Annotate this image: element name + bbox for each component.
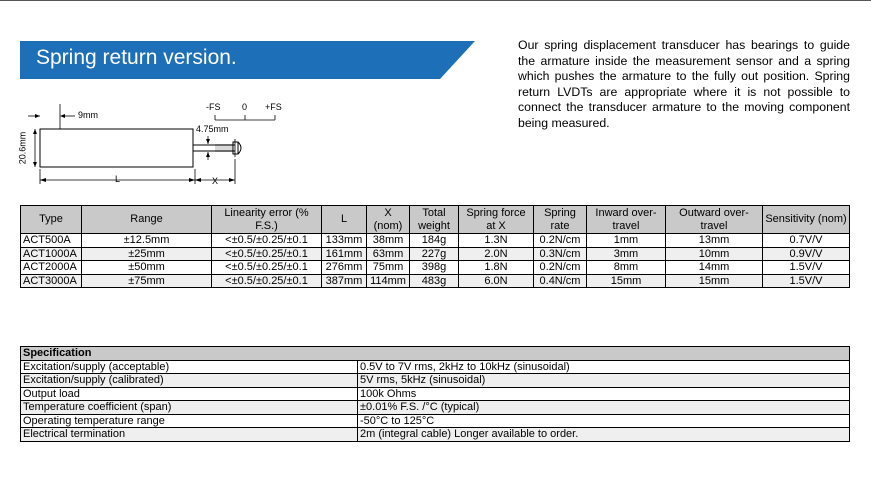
cell: ACT2000A — [21, 261, 82, 275]
height-label: 20.6mm — [17, 131, 28, 165]
cell: 0.2N/cm — [534, 261, 587, 275]
cell: 3mm — [587, 247, 666, 261]
table-row — [21, 247, 850, 261]
cell: 0.2N/cm — [534, 234, 587, 248]
cell: 6.0N — [459, 274, 534, 288]
col-outward: Outward over-travel — [666, 206, 763, 234]
X-label: X — [212, 176, 219, 186]
cell: 227g — [410, 247, 459, 261]
cell: ACT3000A — [21, 274, 82, 288]
cell: 13mm — [666, 234, 763, 248]
cell: 38mm — [367, 234, 410, 248]
spec-row — [21, 374, 850, 388]
spec-row — [21, 387, 850, 401]
cell: ACT500A — [21, 234, 82, 248]
spec-value: 5V rms, 5kHz (sinusoidal) — [358, 374, 850, 388]
cell: <±0.5/±0.25/±0.1 — [212, 274, 322, 288]
spec-label: Operating temperature range — [21, 414, 358, 428]
page-title: Spring return version. — [36, 46, 237, 69]
spec-title: Specification — [21, 347, 850, 361]
cell: <±0.5/±0.25/±0.1 — [212, 247, 322, 261]
cell: 133mm — [322, 234, 367, 248]
spec-value: 2m (integral cable) Longer available to order. — [358, 428, 850, 442]
spec-value: ±0.01% F.S. /°C (typical) — [358, 401, 850, 415]
offset-label: 9mm — [78, 110, 98, 120]
spec-label: Electrical termination — [21, 428, 358, 442]
pos-fs-label: +FS — [265, 102, 282, 112]
cell: ±75mm — [82, 274, 212, 288]
cell: 75mm — [367, 261, 410, 275]
cell: ACT1000A — [21, 247, 82, 261]
cell: <±0.5/±0.25/±0.1 — [212, 234, 322, 248]
cell: 2.0N — [459, 247, 534, 261]
col-spring-rate: Spring rate — [534, 206, 587, 234]
cell: ±50mm — [82, 261, 212, 275]
spec-header-row — [21, 347, 850, 361]
table-header-row — [21, 206, 850, 234]
col-range: Range — [82, 206, 212, 234]
cell: 14mm — [666, 261, 763, 275]
spec-row — [21, 401, 850, 415]
cell: 63mm — [367, 247, 410, 261]
cell: 1.5V/V — [763, 261, 850, 275]
cell: 114mm — [367, 274, 410, 288]
top-rule — [0, 0, 871, 1]
col-type: Type — [21, 206, 82, 234]
cell: 0.9V/V — [763, 247, 850, 261]
col-inward: Inward over-travel — [587, 206, 666, 234]
L-label: L — [115, 174, 121, 184]
spec-label: Temperature coefficient (span) — [21, 401, 358, 415]
cell: 184g — [410, 234, 459, 248]
col-sensitivity: Sensitivity (nom) — [763, 206, 850, 234]
specification-table — [20, 346, 850, 442]
col-spring-force: Spring force at X — [459, 206, 534, 234]
spec-value: 0.5V to 7V rms, 2kHz to 10kHz (sinusoidal) — [358, 360, 850, 374]
table-row — [21, 274, 850, 288]
cell: 0.4N/cm — [534, 274, 587, 288]
cell: 387mm — [322, 274, 367, 288]
cell: 10mm — [666, 247, 763, 261]
spec-label: Output load — [21, 387, 358, 401]
cell: <±0.5/±0.25/±0.1 — [212, 261, 322, 275]
col-linearity: Linearity error (% F.S.) — [212, 206, 322, 234]
col-weight: Total weight — [410, 206, 459, 234]
models-table — [20, 205, 850, 288]
cell: 483g — [410, 274, 459, 288]
table-row — [21, 234, 850, 248]
spec-row — [21, 428, 850, 442]
col-L: L — [322, 206, 367, 234]
zero-label: 0 — [242, 102, 248, 112]
cell: 0.3N/cm — [534, 247, 587, 261]
spec-label: Excitation/supply (calibrated) — [21, 374, 358, 388]
cell: 161mm — [322, 247, 367, 261]
cell: 398g — [410, 261, 459, 275]
spec-value: 100k Ohms — [358, 387, 850, 401]
spec-row — [21, 360, 850, 374]
title-banner — [20, 41, 475, 79]
cell: 276mm — [322, 261, 367, 275]
col-X: X (nom) — [367, 206, 410, 234]
description-paragraph: Our spring displacement transducer has bearings to guide the armature inside the measurement sensor and a spring which pushes the armature to the fully out position. Spring return LVDTs are appropriate where it is not possible to connect the transducer armature to the moving component being measured. — [518, 38, 850, 130]
spec-label: Excitation/supply (acceptable) — [21, 360, 358, 374]
cell: 1.8N — [459, 261, 534, 275]
cell: 1mm — [587, 234, 666, 248]
lvdt-drawing — [20, 96, 290, 196]
spec-value: -50°C to 125°C — [358, 414, 850, 428]
rod-diameter-label: 4.75mm — [196, 124, 229, 134]
cell: 15mm — [666, 274, 763, 288]
neg-fs-label: -FS — [206, 102, 221, 112]
cell: 15mm — [587, 274, 666, 288]
cell: 8mm — [587, 261, 666, 275]
cell: ±12.5mm — [82, 234, 212, 248]
cell: 0.7V/V — [763, 234, 850, 248]
dimension-diagram — [17, 96, 290, 196]
cell: ±25mm — [82, 247, 212, 261]
spec-row — [21, 414, 850, 428]
cell: 1.3N — [459, 234, 534, 248]
table-row — [21, 261, 850, 275]
cell: 1.5V/V — [763, 274, 850, 288]
